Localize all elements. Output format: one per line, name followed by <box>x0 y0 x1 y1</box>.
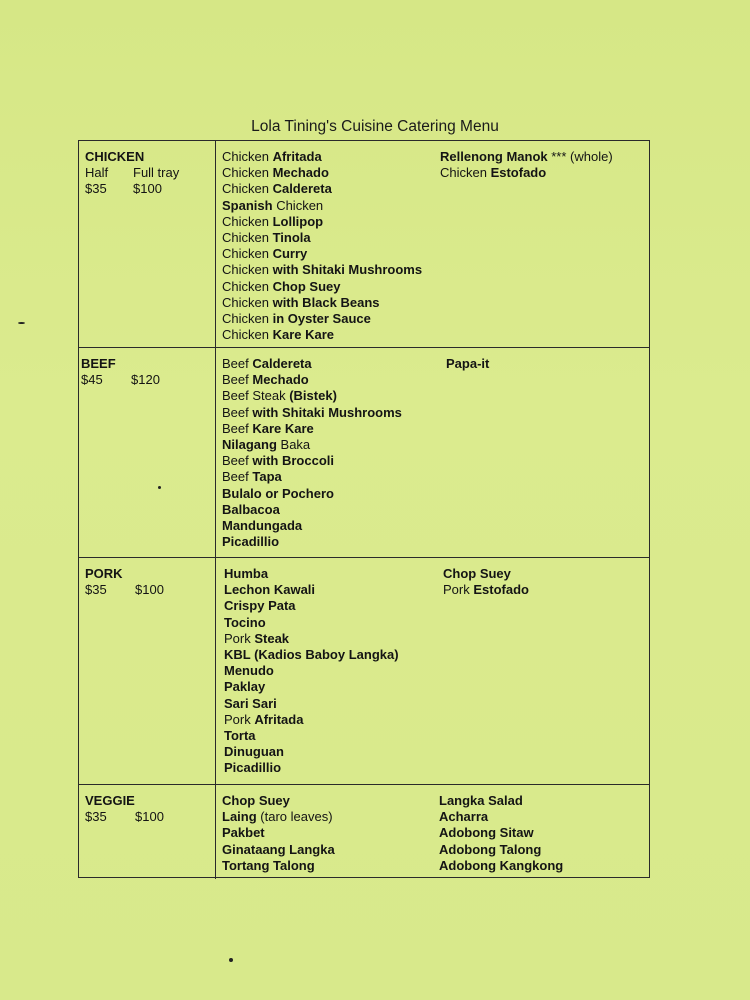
dish-name-plain: Beef <box>222 469 253 485</box>
dish-item <box>224 728 399 744</box>
section-pork <box>79 558 649 785</box>
dish-name-emphasis: with Black Beans <box>272 294 380 310</box>
dish-item <box>222 181 422 197</box>
section-beef <box>79 348 649 558</box>
category-info <box>85 566 164 598</box>
dish-item <box>222 295 422 311</box>
dish-name-plain: Chicken <box>222 262 273 278</box>
dish-item <box>224 598 399 614</box>
dish-name-emphasis: Steak <box>254 630 290 646</box>
category-info <box>85 793 164 825</box>
dish-item <box>224 679 399 695</box>
dish-name-emphasis: Lollipop <box>272 213 324 229</box>
dish-name-plain: Chicken <box>440 165 491 181</box>
dish-item <box>222 405 402 421</box>
dish-name-plain: Chicken <box>222 294 273 310</box>
dish-name-emphasis: Curry <box>272 246 308 262</box>
dish-name-plain: Chicken <box>222 230 273 246</box>
dish-item <box>222 230 422 246</box>
menu-table <box>78 140 650 878</box>
dish-name-emphasis: Torta <box>224 728 256 744</box>
dish-name-emphasis: Estofado <box>490 165 547 181</box>
category-info <box>81 356 160 388</box>
price-row <box>81 372 160 388</box>
dish-item <box>222 165 422 181</box>
dish-item <box>222 502 402 518</box>
dish-name-plain: Chicken <box>222 311 273 327</box>
dish-name-plain: Chicken <box>222 213 273 229</box>
dish-name-emphasis: Adobong Talong <box>439 841 542 857</box>
dish-name-emphasis: Rellenong Manok <box>440 149 548 164</box>
dish-name-plain: Beef <box>222 420 253 436</box>
dish-item <box>222 372 402 388</box>
dish-name-emphasis: Tortang Talong <box>222 857 315 873</box>
menu-title: Lola Tining's Cuisine Catering Menu <box>251 118 499 135</box>
dish-name-plain: Baka <box>276 437 311 453</box>
dish-name-emphasis: Chop Suey <box>272 278 341 294</box>
dish-item <box>224 696 399 712</box>
dish-name-emphasis: Langka Salad <box>439 793 523 808</box>
dish-name-emphasis: Sari Sari <box>224 695 277 711</box>
dish-name-emphasis: Spanish <box>222 197 273 213</box>
dish-name-plain: Chicken <box>222 181 273 197</box>
dish-item <box>222 793 335 809</box>
dish-name-emphasis: Adobong Sitaw <box>439 825 534 841</box>
half-label: Half <box>85 165 109 180</box>
dish-name-plain: Pork <box>443 582 474 598</box>
dish-item <box>446 356 489 372</box>
dish-name-emphasis: with Shitaki Mushrooms <box>252 404 402 420</box>
dish-item <box>222 214 422 230</box>
category-name: CHICKEN <box>85 149 145 164</box>
dish-name-emphasis: Nilagang <box>222 437 277 453</box>
paper-speck <box>18 322 25 324</box>
dish-name-plain: Chicken <box>222 246 273 262</box>
full-price: $100 <box>133 181 162 196</box>
dish-item <box>224 712 399 728</box>
dish-name-plain: Beef <box>222 453 253 469</box>
dish-item <box>222 421 402 437</box>
price-row <box>85 181 179 197</box>
dish-name-plain: Beef Steak <box>222 388 290 404</box>
dish-list-primary <box>222 356 402 550</box>
dish-name-emphasis: Afritada <box>254 711 304 727</box>
dish-item <box>443 566 529 582</box>
dish-item <box>222 279 422 295</box>
dish-list-secondary <box>440 149 613 181</box>
dish-name-emphasis: Caldereta <box>272 181 332 197</box>
dish-item <box>222 327 422 343</box>
dish-name-plain: Chicken <box>222 165 273 181</box>
dish-item <box>222 311 422 327</box>
dish-name-emphasis: Lechon Kawali <box>224 582 316 598</box>
dish-name-emphasis: Mandungada <box>222 518 303 534</box>
dish-name-emphasis: Ginataang Langka <box>222 841 335 857</box>
dish-name-emphasis: (Bistek) <box>289 388 337 404</box>
half-price: $35 <box>85 181 107 196</box>
column-divider <box>215 558 216 784</box>
dish-item <box>222 842 335 858</box>
full-price: $100 <box>135 809 164 824</box>
category-name: VEGGIE <box>85 793 135 808</box>
dish-name-plain: Chicken <box>222 149 273 164</box>
dish-name-emphasis: Tocino <box>224 614 266 630</box>
dish-item <box>222 388 402 404</box>
dish-name-emphasis: Adobong Kangkong <box>439 857 564 873</box>
dish-name-emphasis: Mechado <box>272 165 329 181</box>
dish-name-emphasis: KBL (Kadios Baboy Langka) <box>224 647 399 663</box>
dish-list-secondary <box>443 566 529 598</box>
dish-name-emphasis: with Shitaki Mushrooms <box>272 262 423 278</box>
dish-name-plain: *** (whole) <box>547 149 613 164</box>
dish-name-plain: Chicken <box>272 197 324 213</box>
dish-name-emphasis: Menudo <box>224 663 274 679</box>
dish-name-plain: Pork <box>224 711 255 727</box>
price-row <box>85 809 164 825</box>
dish-name-plain: Chicken <box>222 327 273 343</box>
dish-item <box>222 518 402 534</box>
dish-item <box>224 744 399 760</box>
dish-item <box>222 437 402 453</box>
dish-item <box>224 631 399 647</box>
dish-name-emphasis: Caldereta <box>252 356 312 371</box>
dish-item <box>439 793 563 809</box>
dish-name-plain: Pork <box>224 630 255 646</box>
dish-item <box>222 246 422 262</box>
column-divider <box>215 785 216 879</box>
half-price: $35 <box>85 582 107 597</box>
dish-name-plain: Beef <box>222 356 253 371</box>
tray-labels <box>85 165 179 181</box>
dish-name-plain: (taro leaves) <box>256 809 333 825</box>
dish-item <box>222 262 422 278</box>
dish-name-emphasis: Dinuguan <box>224 744 284 760</box>
dish-item <box>440 165 613 181</box>
paper-speck <box>158 486 161 489</box>
category-name: BEEF <box>81 356 116 371</box>
dish-name-emphasis: Mechado <box>252 372 309 388</box>
dish-list-secondary <box>439 793 563 874</box>
dish-name-emphasis: Paklay <box>224 679 266 695</box>
dish-name-emphasis: Picadillio <box>222 534 280 550</box>
column-divider <box>215 348 216 557</box>
section-chicken <box>79 141 649 348</box>
dish-name-emphasis: Papa-it <box>446 356 490 371</box>
category-info <box>85 149 179 197</box>
dish-list-primary <box>222 793 335 874</box>
dish-name-emphasis: Crispy Pata <box>224 598 296 614</box>
dish-list-primary <box>224 566 399 777</box>
price-row <box>85 582 164 598</box>
dish-item <box>222 534 402 550</box>
dish-item <box>222 469 402 485</box>
dish-name-emphasis: Tapa <box>252 469 282 485</box>
dish-name-emphasis: Afritada <box>272 149 322 164</box>
dish-name-emphasis: Pakbet <box>222 825 265 841</box>
dish-item <box>222 198 422 214</box>
dish-name-emphasis: Chop Suey <box>222 793 290 808</box>
column-divider <box>215 141 216 347</box>
dish-name-plain: Beef <box>222 404 253 420</box>
dish-name-emphasis: Bulalo or Pochero <box>222 485 334 501</box>
dish-name-emphasis: Estofado <box>473 582 529 598</box>
dish-name-emphasis: with Broccoli <box>252 453 334 469</box>
dish-item <box>222 825 335 841</box>
dish-name-emphasis: Kare Kare <box>252 420 314 436</box>
dish-item <box>224 566 399 582</box>
dish-name-emphasis: Acharra <box>439 809 489 825</box>
dish-item <box>440 149 613 165</box>
dish-item <box>439 858 563 874</box>
dish-name-emphasis: Picadillio <box>224 760 282 776</box>
dish-name-emphasis: Chop Suey <box>443 566 511 581</box>
dish-item <box>222 809 335 825</box>
dish-name-emphasis: Laing <box>222 809 257 825</box>
paper-speck <box>229 958 233 962</box>
dish-item <box>222 356 402 372</box>
dish-item <box>224 663 399 679</box>
dish-item <box>224 760 399 776</box>
dish-item <box>224 582 399 598</box>
dish-name-emphasis: Humba <box>224 566 269 581</box>
dish-item <box>222 486 402 502</box>
dish-item <box>224 647 399 663</box>
dish-item <box>439 809 563 825</box>
dish-list-primary <box>222 149 422 343</box>
full-price: $120 <box>131 372 160 387</box>
dish-item <box>222 453 402 469</box>
dish-item <box>443 582 529 598</box>
dish-name-plain: Chicken <box>222 278 273 294</box>
dish-list-secondary <box>446 356 489 372</box>
dish-item <box>439 825 563 841</box>
dish-name-emphasis: Kare Kare <box>272 327 335 343</box>
half-price: $35 <box>85 809 107 824</box>
dish-item <box>439 842 563 858</box>
half-price: $45 <box>81 372 103 387</box>
dish-item <box>222 858 335 874</box>
category-name: PORK <box>85 566 123 581</box>
section-veggie <box>79 785 649 879</box>
full-tray-label: Full tray <box>133 165 180 180</box>
dish-name-emphasis: in Oyster Sauce <box>272 311 371 327</box>
dish-item <box>224 615 399 631</box>
dish-item <box>222 149 422 165</box>
dish-name-plain: Beef <box>222 372 253 388</box>
dish-name-emphasis: Tinola <box>272 230 311 246</box>
full-price: $100 <box>135 582 164 597</box>
dish-name-emphasis: Balbacoa <box>222 501 280 517</box>
